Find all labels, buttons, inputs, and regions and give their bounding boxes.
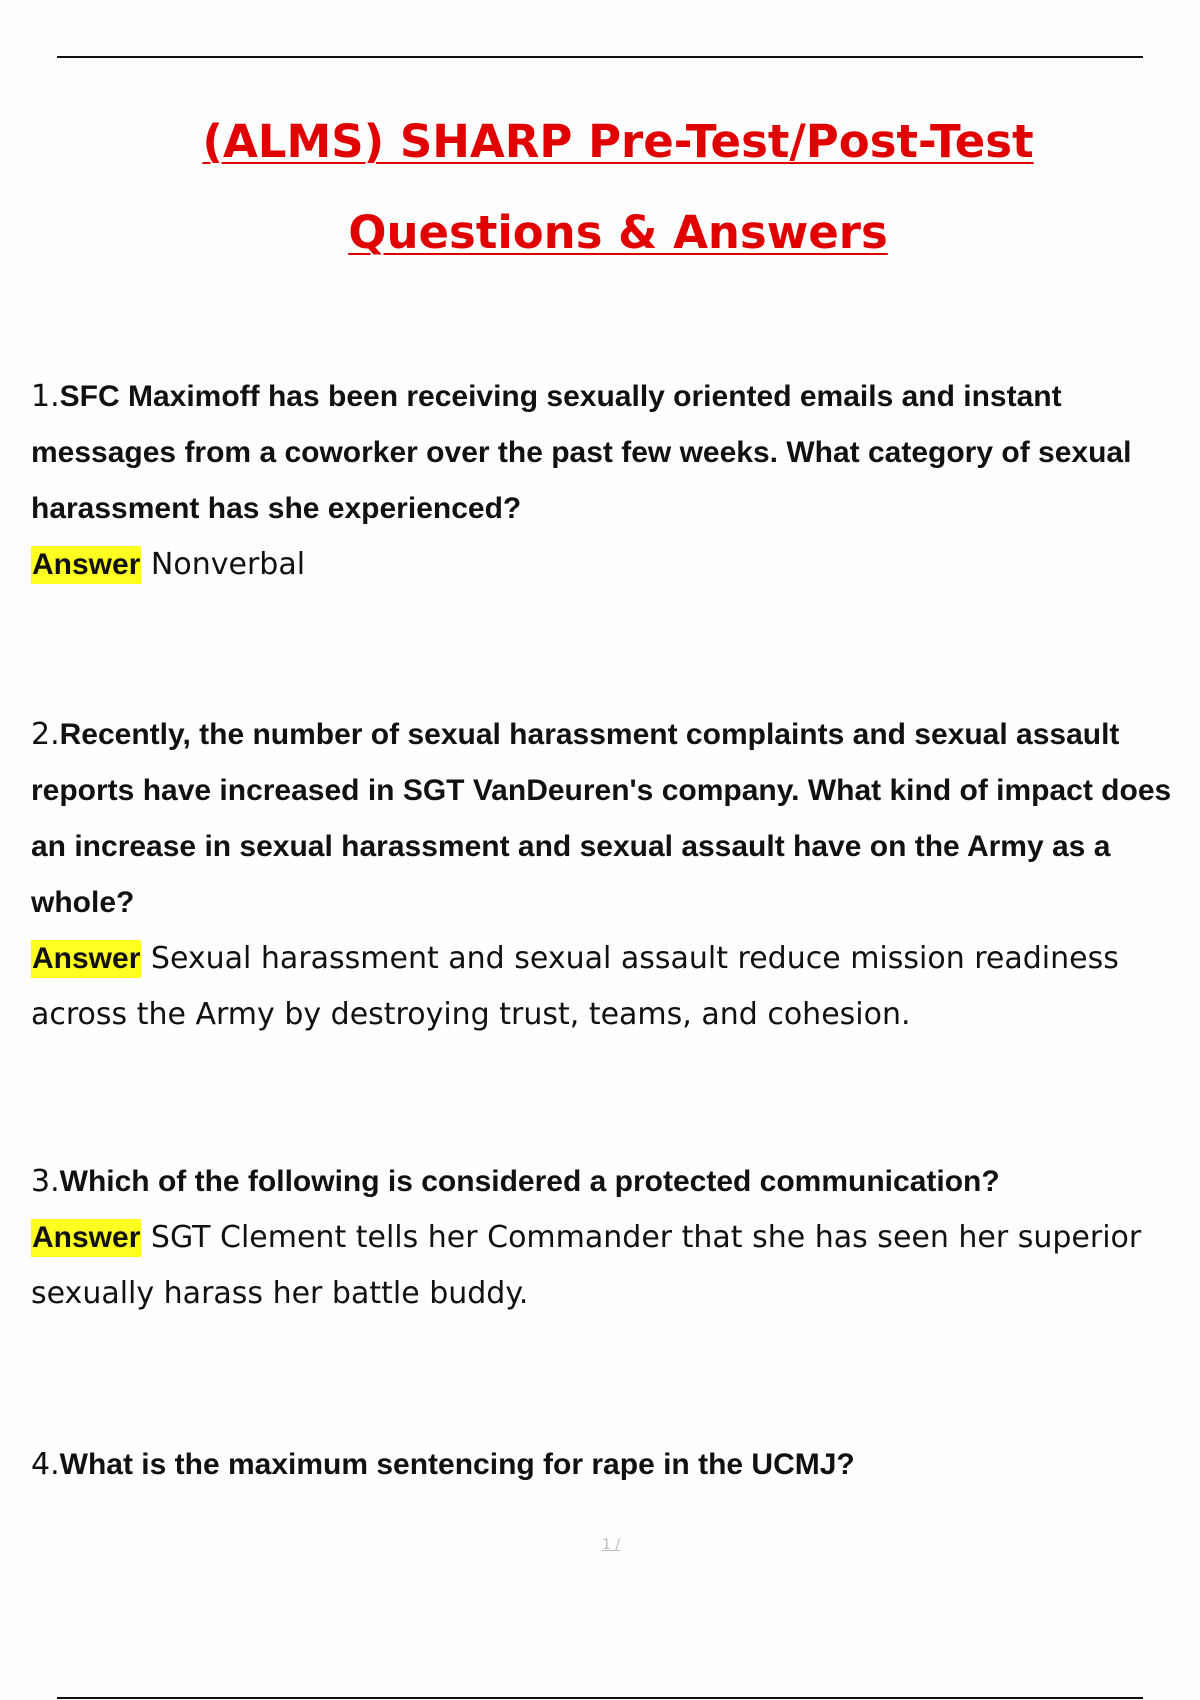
top-rule <box>57 56 1143 58</box>
question-text: What is the maximum sentencing for rape in the UCMJ? <box>59 1448 855 1481</box>
question-2 <box>31 707 1197 1043</box>
question-number: 4. <box>31 1447 60 1482</box>
answer-3 <box>31 1210 1197 1322</box>
answer-2 <box>31 931 1197 1043</box>
question-number: 3. <box>31 1164 60 1199</box>
document-title-line-1: (ALMS) SHARP Pre-Test/Post-Test <box>202 115 1034 168</box>
page-number: 1 / <box>601 1537 621 1553</box>
question-text: SFC Maximoff has been receiving sexually oriented emails and instant messages from a coworker over the past few weeks. What category of sexual harassment has she experienced? <box>31 380 1132 525</box>
answer-1 <box>31 537 1197 593</box>
answer-text: SGT Clement tells her Commander that she has seen her superior sexually harass her battle buddy. <box>31 1220 1142 1311</box>
answer-text: Nonverbal <box>150 547 306 582</box>
answer-text: Sexual harassment and sexual assault reduce mission readiness across the Army by destroying trust, teams, and cohesion. <box>31 941 1119 1032</box>
question-4 <box>31 1437 1197 1493</box>
bottom-rule <box>57 1697 1143 1699</box>
question-4-prompt <box>31 1437 1197 1493</box>
question-text: Recently, the number of sexual harassment complaints and sexual assault reports have increased in SGT VanDeuren's company. What kind of impact does an increase in sexual harassment and sexual assault have on the Army as a whole? <box>31 718 1172 919</box>
answer-label: Answer <box>31 940 141 978</box>
answer-label: Answer <box>31 546 141 584</box>
answer-label: Answer <box>31 1219 141 1257</box>
question-number: 2. <box>31 717 60 752</box>
question-number: 1. <box>31 379 60 414</box>
document-title-line-2: Questions & Answers <box>348 206 888 259</box>
question-1-prompt <box>31 369 1197 537</box>
question-3 <box>31 1154 1197 1322</box>
question-1 <box>31 369 1197 593</box>
question-2-prompt <box>31 707 1197 931</box>
question-3-prompt <box>31 1154 1197 1210</box>
question-text: Which of the following is considered a protected communication? <box>59 1165 1000 1198</box>
